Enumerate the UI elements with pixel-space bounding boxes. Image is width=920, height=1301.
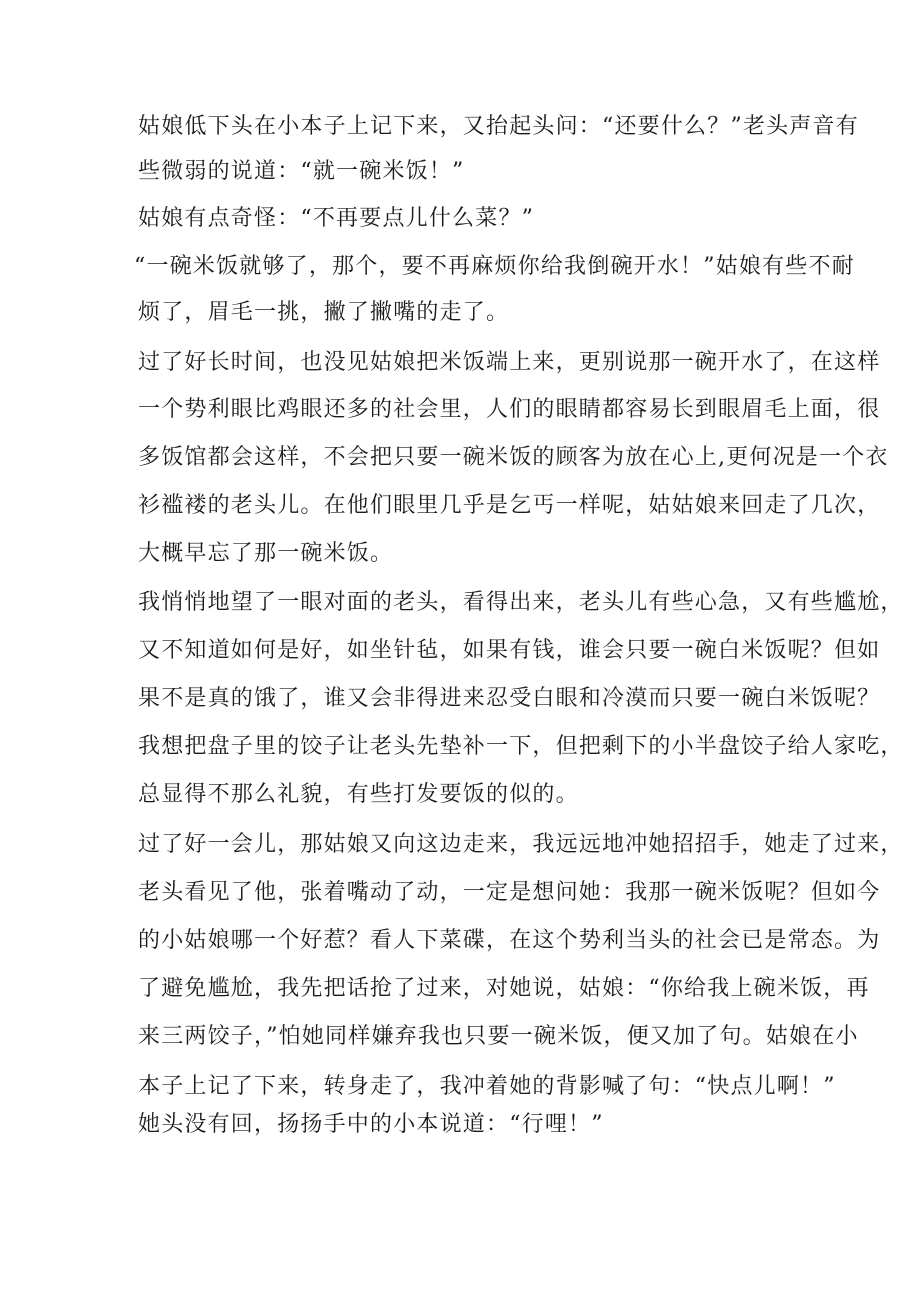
- text-line-14: 我想把盘子里的饺子让老头先垫补一下，但把剩下的小半盘饺子给人家吃，: [138, 734, 904, 759]
- text-line-7: 一个势利眼比鸡眼还多的社会里，人们的眼睛都容易长到眼眉毛上面，很: [138, 397, 881, 422]
- text-line-12: 又不知道如何是好，如坐针毡，如果有钱，谁会只要一碗白米饭呢？但如: [138, 638, 881, 663]
- text-line-10: 大概早忘了那一碗米饭。: [138, 541, 394, 566]
- text-line-16: 过了好一会儿，那姑娘又向这边走来，我远远地冲她招招手，她走了过来，: [138, 832, 904, 857]
- text-line-19: 了避免尴尬，我先把话抢了过来，对她说，姑娘：“你给我上碗米饭，再: [138, 976, 870, 1001]
- text-line-8: 多饭馆都会这样，不会把只要一碗米饭的顾客为放在心上,更何况是一个衣: [138, 445, 889, 470]
- text-line-11: 我悄悄地望了一眼对面的老头，看得出来，老头儿有些心急，又有些尴尬，: [138, 590, 904, 615]
- text-line-6: 过了好长时间，也没见姑娘把米饭端上来，更别说那一碗开水了，在这样: [138, 350, 881, 375]
- text-line-1: 姑娘低下头在小本子上记下来，又抬起头问：“还要什么？”老头声音有: [138, 114, 859, 139]
- text-line-9: 衫褴褛的老头儿。在他们眼里几乎是乞丐一样呢，姑姑娘来回走了几次，: [138, 493, 881, 518]
- text-line-15: 总显得不那么礼貌，有些打发要饭的似的。: [138, 782, 579, 807]
- text-line-22: 她头没有回，扬扬手中的小本说道：“行哩！”: [138, 1112, 604, 1137]
- text-line-13: 果不是真的饿了，谁又会非得进来忍受白眼和冷漠而只要一碗白米饭呢？: [138, 686, 881, 711]
- text-line-17: 老头看见了他，张着嘴动了动，一定是想问她：我那一碗米饭呢？但如今: [138, 880, 881, 905]
- text-line-5: 烦了，眉毛一挑，撇了撇嘴的走了。: [138, 300, 510, 325]
- text-line-20: 来三两饺子，”怕她同样嫌弃我也只要一碗米饭，便又加了句。姑娘在小: [138, 1024, 859, 1049]
- text-line-4: “一碗米饭就够了，那个，要不再麻烦你给我倒碗开水！”姑娘有些不耐: [134, 254, 855, 279]
- text-line-18: 的小姑娘哪一个好惹？看人下菜碟，在这个势利当头的社会已是常态。为: [138, 928, 881, 953]
- text-line-21: 本子上记了下来，转身走了，我冲着她的背影喊了句：“快点儿啊！”: [138, 1074, 836, 1099]
- text-line-3: 姑娘有点奇怪：“不再要点儿什么菜？”: [138, 206, 535, 231]
- text-line-2: 些微弱的说道：“就一碗米饭！”: [138, 159, 465, 184]
